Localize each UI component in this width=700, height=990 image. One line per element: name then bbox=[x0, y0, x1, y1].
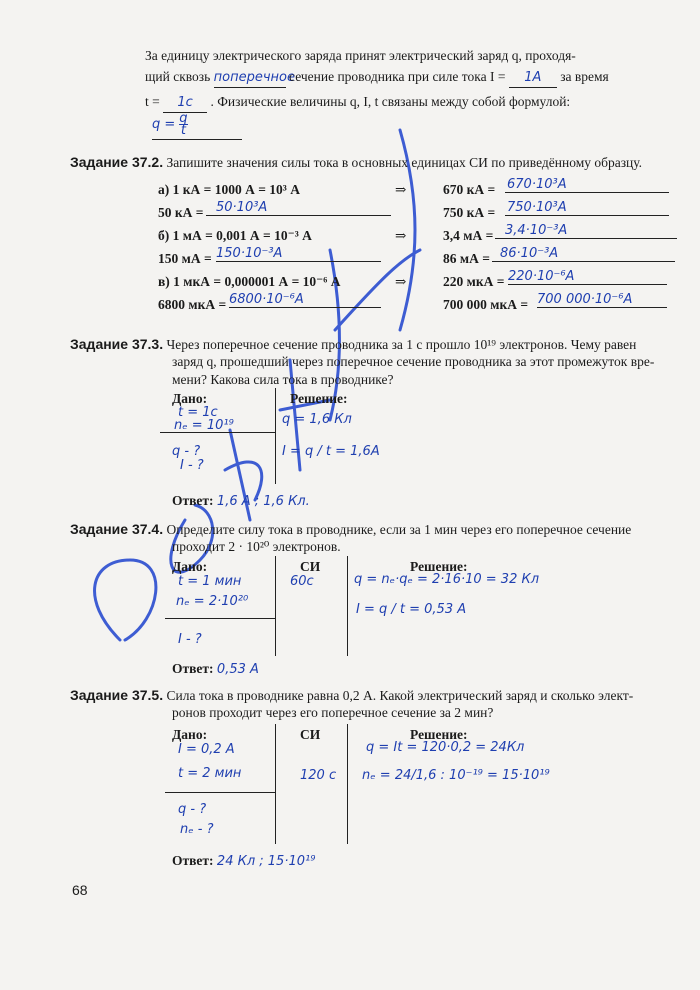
conv-example-b: б) 1 мА = 0,001 А = 10⁻³ А bbox=[158, 228, 312, 243]
task-37-3-line-3: мени? Какова сила тока в проводнике? bbox=[172, 372, 394, 387]
task-37-3-heading: Задание 37.3. Через поперечное сечение проводника за 1 с прошло 10¹⁹ электронов. Чему равен bbox=[70, 336, 637, 352]
task-37-2-heading: Задание 37.2. Запишите значения силы тока в основных единицах СИ по приведённому образцу. bbox=[70, 154, 643, 170]
hw-answer-3: 86·10⁻³A bbox=[492, 246, 675, 262]
given-375-1: t = 2 мин bbox=[178, 766, 242, 781]
given-373-2: q - ? bbox=[172, 444, 201, 459]
given-373-3: I - ? bbox=[180, 458, 204, 473]
given-374-2: I - ? bbox=[178, 632, 202, 647]
arrow-b: ⇒ bbox=[395, 228, 407, 243]
arrow-c: ⇒ bbox=[395, 274, 407, 289]
conv-left-3: 150 мА = bbox=[158, 251, 212, 266]
conv-right-3: 86 мА = bbox=[443, 251, 490, 266]
given-375-0: I = 0,2 A bbox=[178, 742, 235, 757]
si-heading-375: СИ bbox=[300, 727, 321, 742]
hw-left-1: 50·10³A bbox=[206, 200, 391, 216]
hw-current: 1A bbox=[509, 69, 557, 88]
hw-formula: q = $\frac{q}{t}$ bbox=[152, 113, 242, 140]
si-375-0: 120 с bbox=[300, 768, 337, 783]
conv-right-0: 670 кА = bbox=[443, 182, 496, 197]
hw-answer-1: 750·10³A bbox=[505, 200, 669, 216]
answer-375: Ответ: 24 Кл ; 15·10¹⁹ bbox=[172, 853, 316, 869]
hw-answer-4: 220·10⁻⁶A bbox=[508, 269, 667, 285]
solution-heading-375: Решение: bbox=[410, 727, 468, 742]
given-375-2: q - ? bbox=[178, 802, 207, 817]
task-37-3-line-2: заряд q, прошедший через поперечное сечение проводника за этот промежуток вре- bbox=[172, 354, 655, 369]
hw-left-3: 150·10⁻³A bbox=[216, 246, 381, 262]
solution-373-1: I = q / t = 1,6A bbox=[282, 444, 380, 459]
intro-line-3: t = 1с . Физические величины q, I, t связаны между собой формулой: bbox=[145, 93, 570, 113]
conv-left-5: 6800 мкА = bbox=[158, 297, 227, 312]
si-374-0: 60с bbox=[290, 574, 314, 589]
arrow-a: ⇒ bbox=[395, 182, 407, 197]
solution-374-0: q = nₑ·qₑ = 2·16·10 = 32 Кл bbox=[354, 572, 540, 587]
answer-374: Ответ: 0,53 A bbox=[172, 661, 259, 677]
given-373-1: nₑ = 10¹⁹ bbox=[174, 418, 234, 433]
solution-374-1: I = q / t = 0,53 A bbox=[356, 602, 467, 617]
conv-right-5: 700 000 мкА = bbox=[443, 297, 529, 312]
intro-line-1: За единицу электрического заряда принят электрический заряд q, проходя- bbox=[145, 48, 576, 63]
hw-answer-5: 700 000·10⁻⁶A bbox=[537, 292, 667, 308]
solution-373-0: q = 1,6 Кл bbox=[282, 412, 352, 427]
solution-375-0: q = It = 120·0,2 = 24Кл bbox=[366, 740, 525, 755]
conv-right-4: 220 мкА = bbox=[443, 274, 505, 289]
si-heading-374: СИ bbox=[300, 559, 321, 574]
given-373-0: t = 1с bbox=[178, 405, 218, 420]
answer-373: Ответ: 1,6 A ; 1,6 Кл. bbox=[172, 493, 310, 509]
solution-heading-373: Решение: bbox=[290, 391, 348, 406]
task-37-4-heading: Задание 37.4. Определите силу тока в проводнике, если за 1 мин через его поперечное сечение bbox=[70, 521, 632, 537]
conv-example-c: в) 1 мкА = 0,000001 А = 10⁻⁶ А bbox=[158, 274, 341, 289]
hw-answer-2: 3,4·10⁻³A bbox=[495, 223, 677, 239]
given-374-1: nₑ = 2·10²⁰ bbox=[176, 594, 249, 609]
page-number: 68 bbox=[72, 882, 88, 898]
hw-answer-0: 670·10³A bbox=[505, 177, 669, 193]
given-heading-373: Дано: bbox=[172, 391, 208, 406]
given-heading-375: Дано: bbox=[172, 727, 208, 742]
conv-right-1: 750 кА = bbox=[443, 205, 496, 220]
conv-right-2: 3,4 мА = bbox=[443, 228, 494, 243]
hw-left-5: 6800·10⁻⁶A bbox=[229, 292, 381, 308]
solution-375-1: nₑ = 24/1,6 : 10⁻¹⁹ = 15·10¹⁹ bbox=[362, 768, 550, 783]
task-37-5-heading: Задание 37.5. Сила тока в проводнике равна 0,2 А. Какой электрический заряд и сколько элект- bbox=[70, 687, 634, 703]
given-heading-374: Дано: bbox=[172, 559, 208, 574]
hw-cross-section: поперечное bbox=[214, 69, 286, 88]
given-375-3: nₑ - ? bbox=[180, 822, 214, 837]
hw-time: 1с bbox=[163, 94, 207, 113]
conv-example-a: а) 1 кА = 1000 А = 10³ А bbox=[158, 182, 300, 197]
given-374-0: t = 1 мин bbox=[178, 574, 242, 589]
intro-line-2: щий сквозь поперечное сечение проводника при силе тока I = 1A за время bbox=[145, 68, 609, 88]
task-37-5-line-2: ронов проходит через его поперечное сечение за 2 мин? bbox=[172, 705, 494, 720]
task-37-4-line-2: проходит 2 · 10²⁰ электронов. bbox=[172, 539, 341, 554]
solution-heading-374: Решение: bbox=[410, 559, 468, 574]
conv-left-1: 50 кА = bbox=[158, 205, 204, 220]
